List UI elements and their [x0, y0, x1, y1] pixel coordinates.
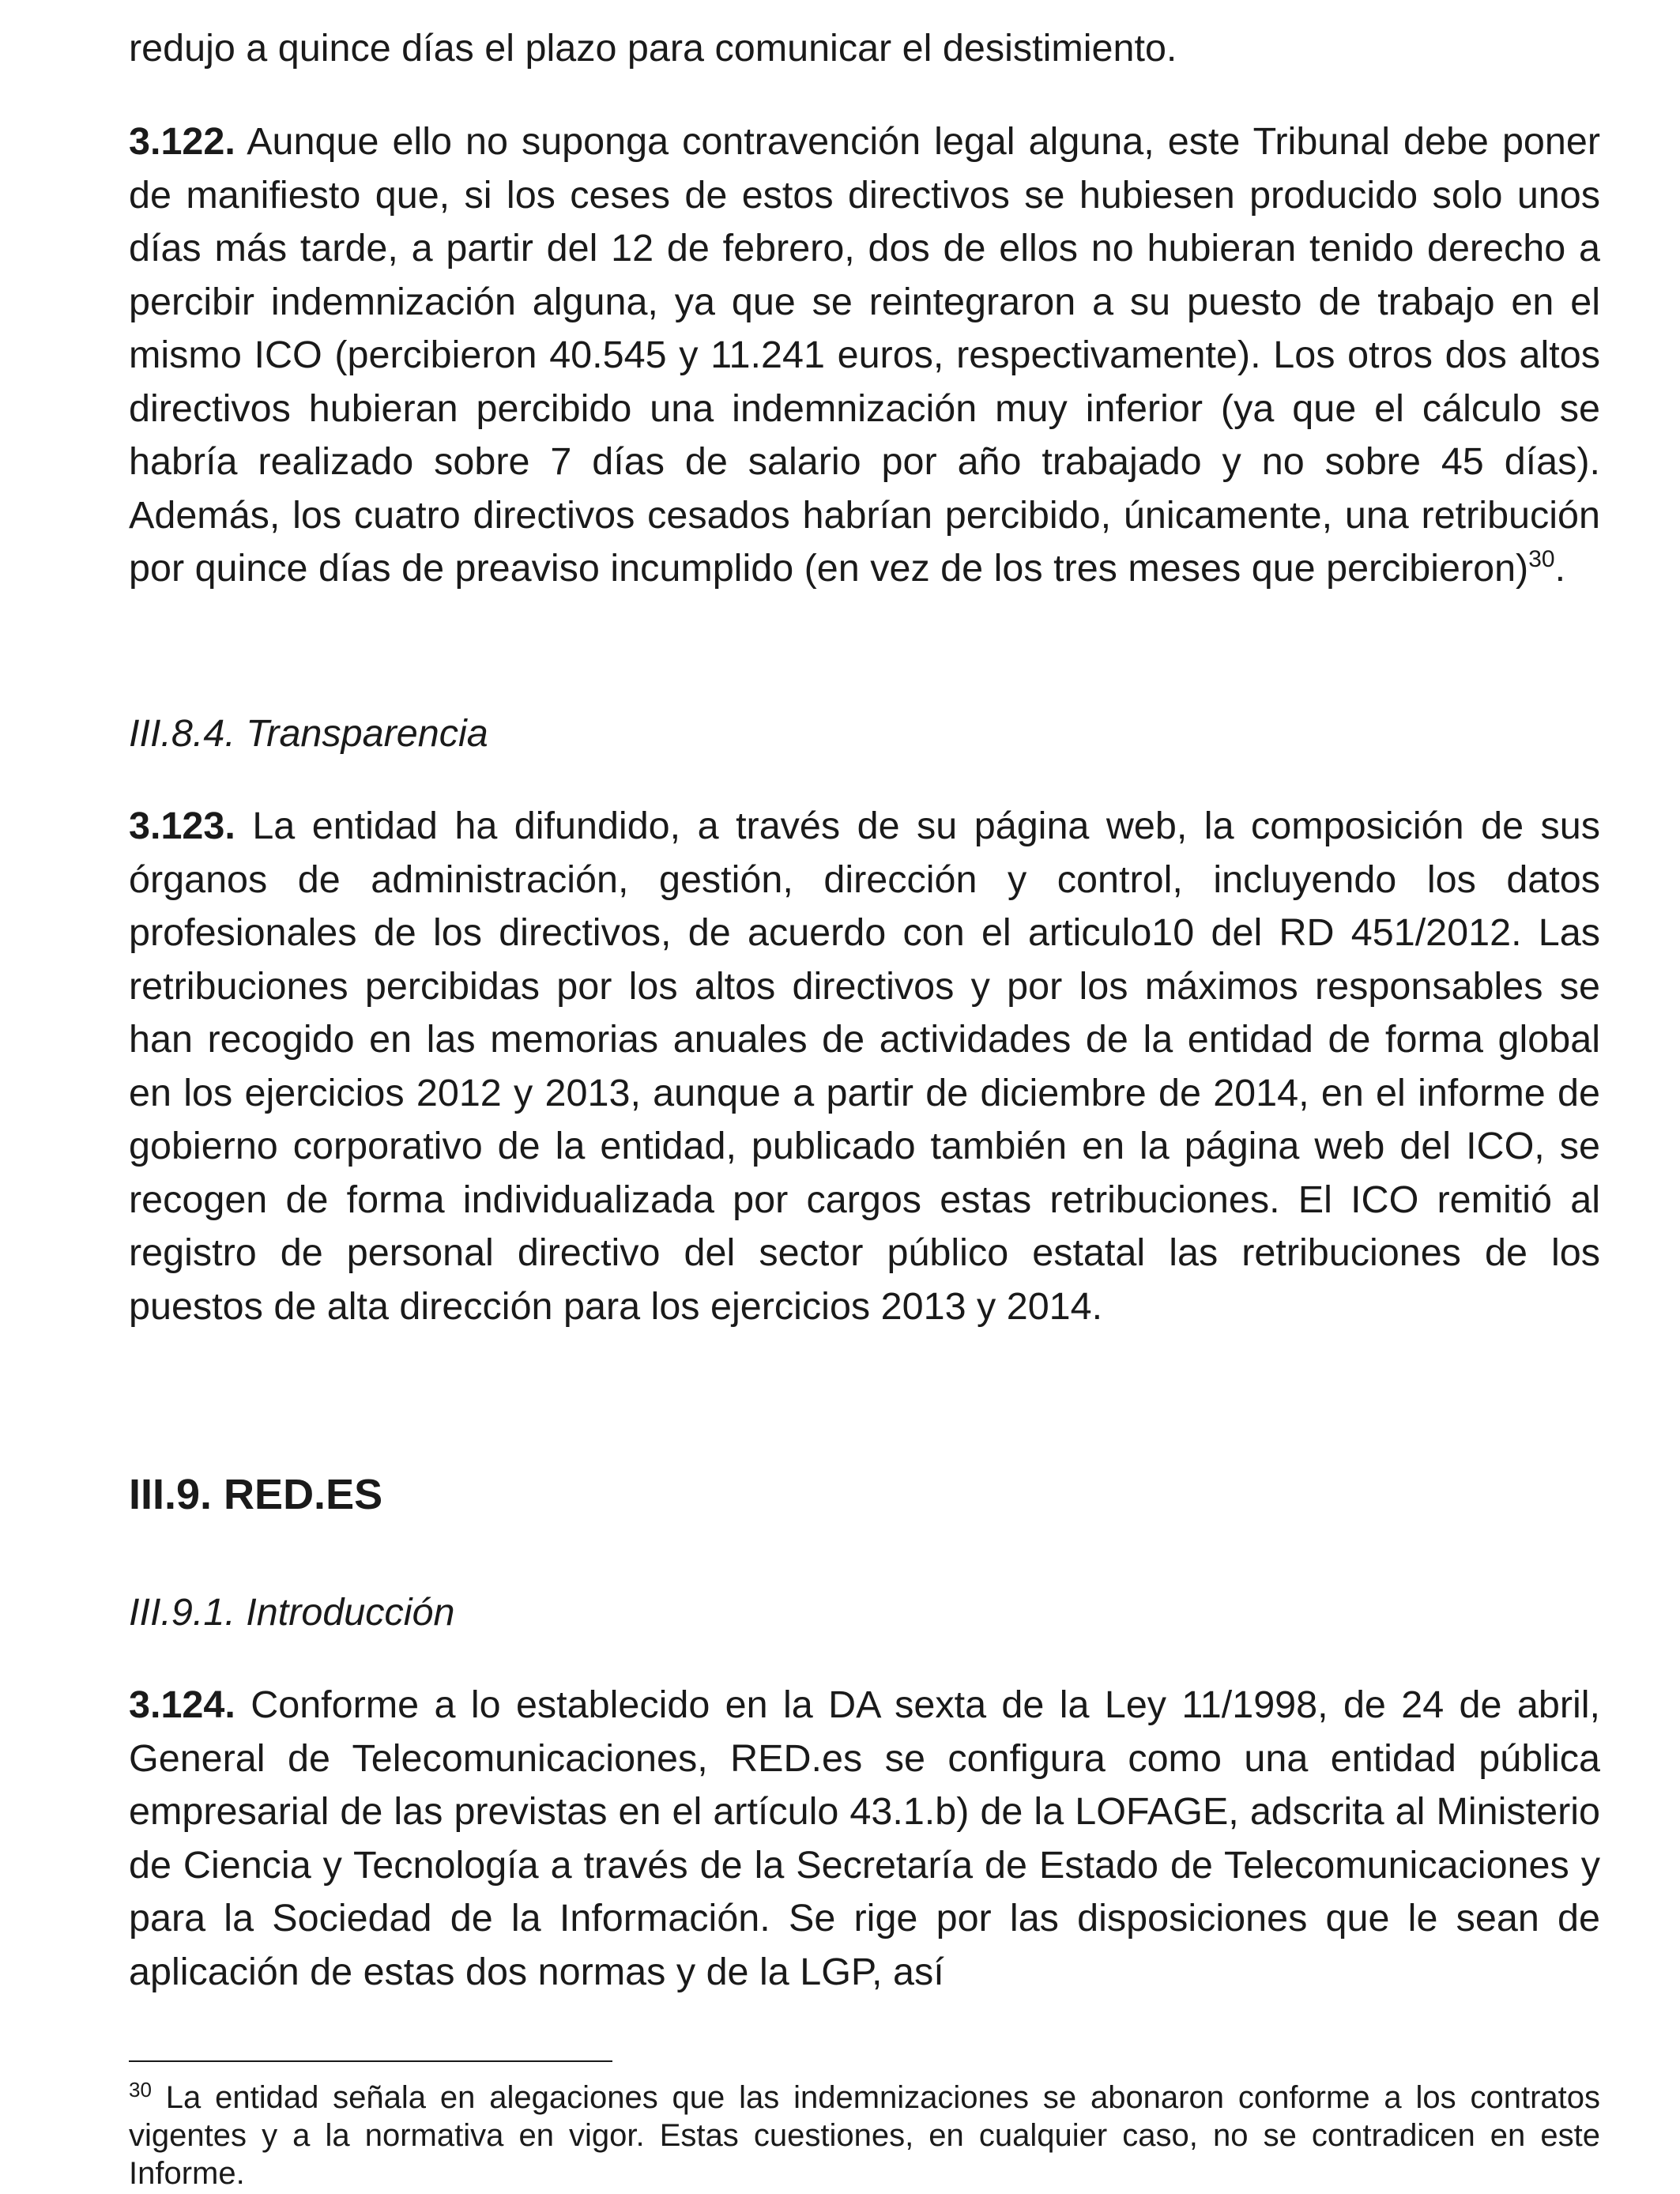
paragraph-tail: . — [1554, 547, 1566, 590]
paragraph-number: 3.122. — [129, 120, 235, 163]
lead-line-text: redujo a quince días el plazo para comunicar el desistimiento. — [129, 27, 1177, 70]
subheading-transparencia: III.8.4. Transparencia — [129, 712, 488, 755]
paragraph-text: Aunque ello no suponga contravención legal alguna, este Tribunal debe poner de manifiesto que, si los ceses de estos directivos se hubiesen producido solo unos días más tarde, a partir del 12 de febrero, dos de ellos no hubieran tenido derecho a percibir indemnización alguna, ya que se reintegraron a su puesto de trabajo en el mismo ICO (percibieron 40.545 y 11.241 euros, respectivamente). Los otros dos altos directivos hubieran percibido una indemnización muy inferior (ya que el cálculo se habría realizado sobre 7 días de salario por año trabajado y no sobre 45 días). Además, los cuatro directivos cesados habrían percibido, únicamente, una retribución por quince días de preaviso incumplido (en vez de los tres meses que percibieron) — [129, 120, 1600, 590]
paragraph-3-124 — [129, 1679, 1600, 1999]
lead-line — [129, 22, 1600, 76]
footnote-reference[interactable]: 30 — [1528, 546, 1555, 572]
subheading-introduccion: III.9.1. Introducción — [129, 1591, 455, 1634]
paragraph-3-123 — [129, 800, 1600, 1333]
footnote-30 — [129, 2079, 1600, 2192]
footnote-number: 30 — [129, 2078, 152, 2102]
footnote-text: La entidad señala en alegaciones que las indemnizaciones se abonaron conforme a los contratos vigentes y a la normativa en vigor. Estas cuestiones, en cualquier caso, no se contradicen en este Informe. — [129, 2080, 1600, 2191]
paragraph-number: 3.124. — [129, 1683, 235, 1726]
paragraph-text: Conforme a lo establecido en la DA sexta de la Ley 11/1998, de 24 de abril, General de Telecomunicaciones, RED.es se configura como una entidad pública empresarial de las previstas en el artículo 43.1.b) de la LOFAGE, adscrita al Ministerio de Ciencia y Tecnología a través de la Secretaría de Estado de Telecomunicaciones y para la Sociedad de la Información. Se rige por las disposiciones que le sean de aplicación de estas dos normas y de la LGP, así — [129, 1683, 1600, 1993]
paragraph-3-122 — [129, 115, 1600, 596]
section-heading-red-es: III.9. RED.ES — [129, 1471, 383, 1518]
paragraph-text: La entidad ha difundido, a través de su página web, la composición de sus órganos de administración, gestión, dirección y control, incluyendo los datos profesionales de los directivos, de acuerdo con el articulo10 del RD 451/2012. Las retribuciones percibidas por los altos directivos y por los máximos responsables se han recogido en las memorias anuales de actividades de la entidad de forma global en los ejercicios 2012 y 2013, aunque a partir de diciembre de 2014, en el informe de gobierno corporativo de la entidad, publicado también en la página web del ICO, se recogen de forma individualizada por cargos estas retribuciones. El ICO remitió al registro de personal directivo del sector público estatal las retribuciones de los puestos de alta dirección para los ejercicios 2013 y 2014. — [129, 805, 1600, 1328]
footnote-separator — [129, 2060, 612, 2062]
paragraph-number: 3.123. — [129, 805, 235, 847]
